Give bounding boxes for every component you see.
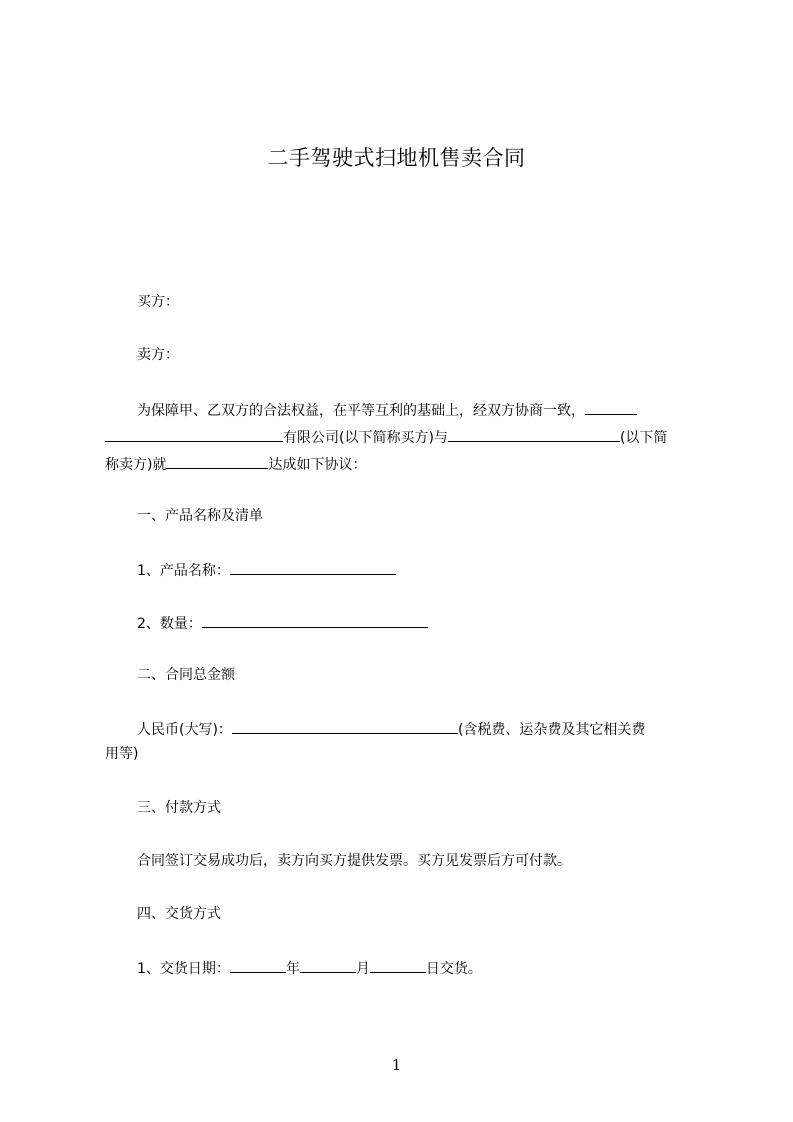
intro-text-4: 称卖方)就 [105, 457, 167, 473]
section-1-heading: 一、产品名称及清单 [137, 508, 263, 524]
document-title: 二手驾驶式扫地机售卖合同 [267, 146, 526, 170]
buyer-label: 买方： [137, 294, 179, 310]
product-name-blank[interactable] [230, 561, 396, 575]
intro-text-5: 达成如下协议： [268, 457, 367, 473]
rmb-note-cont: 用等) [105, 746, 139, 762]
day-blank[interactable] [370, 959, 426, 973]
section-4-heading: 四、交货方式 [137, 906, 221, 922]
intro-line-2 [105, 428, 667, 446]
section-2-heading: 二、合同总金额 [137, 667, 235, 683]
payment-text: 合同签订交易成功后，卖方向买方提供发票。买方见发票后方可付款。 [137, 853, 571, 869]
month-label: 月 [355, 961, 370, 977]
quantity-label: 2、数量： [137, 616, 202, 632]
subject-blank[interactable] [166, 455, 268, 469]
rmb-note: (含税费、运杂费及其它相关费 [457, 722, 646, 738]
rmb-label: 人民币(大写)： [137, 722, 232, 738]
quantity-blank[interactable] [202, 614, 428, 628]
year-blank[interactable] [230, 959, 286, 973]
rmb-line [137, 720, 645, 738]
intro-line-1 [137, 401, 637, 419]
seller-label: 卖方： [137, 347, 179, 363]
seller-name-blank[interactable] [448, 428, 620, 442]
day-label: 日交货。 [425, 961, 482, 977]
buyer-name-blank[interactable] [105, 428, 283, 442]
intro-text-3: (以下简 [619, 430, 668, 446]
product-name-label: 1、产品名称： [137, 563, 230, 579]
delivery-date-label: 1、交货日期： [137, 961, 230, 977]
intro-text-1: 为保障甲、乙双方的合法权益，在平等互利的基础上，经双方协商一致， [137, 403, 585, 419]
month-blank[interactable] [300, 959, 356, 973]
rmb-amount-blank[interactable] [232, 720, 458, 734]
quantity-line [137, 614, 428, 632]
intro-line-3 [105, 455, 366, 473]
product-name-line [137, 561, 396, 579]
page-number: 1 [391, 1056, 402, 1074]
intro-blank-1[interactable] [585, 401, 637, 415]
intro-text-2: 有限公司(以下简称买方)与 [283, 430, 448, 446]
year-label: 年 [285, 961, 300, 977]
delivery-date-line [137, 959, 482, 977]
section-3-heading: 三、付款方式 [137, 800, 221, 816]
